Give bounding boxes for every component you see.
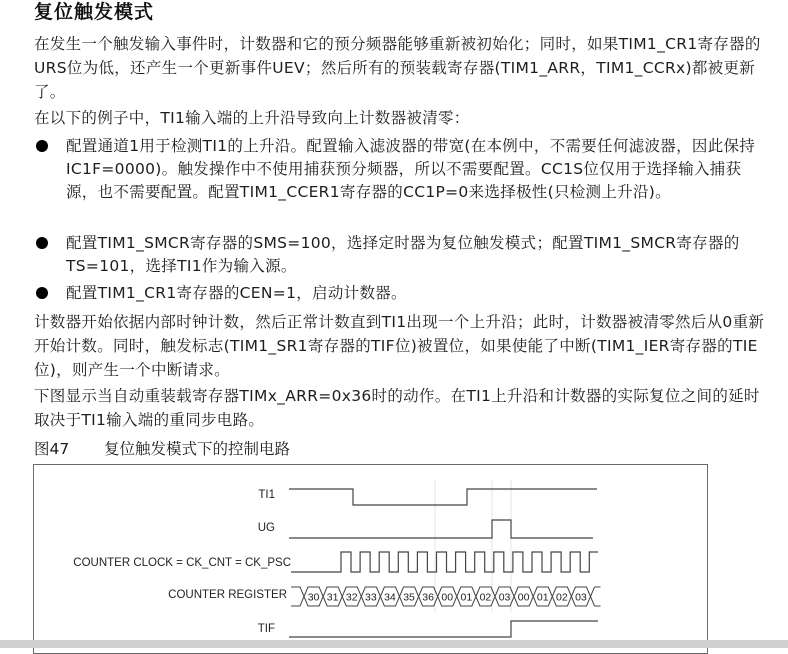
counter-value: 36 [422, 591, 434, 604]
counter-value: 31 [326, 591, 339, 604]
waveform-tif [289, 621, 598, 637]
figure-title: 复位触发模式下的控制电路 [104, 440, 291, 458]
counter-value: 03 [498, 591, 511, 604]
bottom-scroll-bar [0, 640, 788, 648]
example-paragraph: 在以下的例子中，TI1输入端的上升沿导致向上计数器被清零： [34, 109, 470, 127]
signal-label-counter-register: COUNTER REGISTER [168, 589, 287, 601]
counter-value: 01 [536, 591, 549, 604]
counter-value: 32 [345, 591, 358, 604]
signal-label-counter-clock: COUNTER CLOCK = CK_CNT = CK_PSC [73, 557, 291, 569]
counter-value: 02 [556, 591, 568, 604]
waveform-counter-register [291, 587, 601, 606]
waveform-ug [289, 520, 593, 538]
bullet-text: 配置通道1用于检测TI1的上升沿。配置输入滤波器的带宽(在本例中，不需要任何滤波器，因此保持IC1F=0000)。触发操作中不使用捕获预分频器，所以不需要配置。CC1S位仅用于选择输入捕获源，也不需要配置。配置TIM1_CCER1寄存器的CC1P=0来选择极性(只检测上升沿)。 [66, 137, 756, 201]
bullet-text: 配置TIM1_SMCR寄存器的SMS=100，选择定时器为复位触发模式；配置TIM1_SMCR寄存器的TS=101，选择TI1作为输入源。 [66, 234, 740, 275]
counter-value: 00 [517, 591, 530, 604]
section-heading: 复位触发模式 [34, 1, 155, 23]
signal-label-tif: TIF [257, 623, 275, 635]
counter-value: 00 [441, 591, 454, 604]
counter-value: 01 [460, 591, 473, 604]
counter-value: 35 [403, 591, 415, 604]
counter-value: 34 [384, 591, 396, 604]
signal-label-ti1: TI1 [258, 489, 275, 501]
counter-value: 33 [365, 591, 377, 604]
bullet-text: 配置TIM1_CR1寄存器的CEN=1，启动计数器。 [66, 284, 407, 302]
waveform-ti1 [289, 489, 597, 505]
figure-number: 图47 [34, 440, 70, 458]
signal-label-ug: UG [257, 522, 275, 534]
waveform-counter-clock [291, 552, 598, 572]
counter-value: 30 [307, 591, 320, 604]
counter-value: 03 [575, 591, 587, 604]
counter-description-paragraph: 计数器开始依据内部时钟计数，然后正常计数直到TI1出现一个上升沿；此时，计数器被清零然后从0重新开始计数。同时，触发标志(TIM1_SR1寄存器的TIF位)被置位，如果使能了中断(TIM1_IER寄存器的TIE位)，则产生一个中断请求。 [34, 313, 765, 379]
counter-value: 02 [479, 591, 492, 604]
figure-intro-paragraph: 下图显示当自动重装载寄存器TIMx_ARR=0x36时的动作。在TI1上升沿和计数器的实际复位之间的延时取决于TI1输入端的重同步电路。 [34, 387, 760, 429]
intro-paragraph: 在发生一个触发输入事件时，计数器和它的预分频器能够重新被初始化；同时，如果TIM1_CR1寄存器的URS位为低，还产生一个更新事件UEV；然后所有的预装载寄存器(TIM1_ARR，TIM1_CCRx)都被更新了。 [34, 35, 761, 101]
